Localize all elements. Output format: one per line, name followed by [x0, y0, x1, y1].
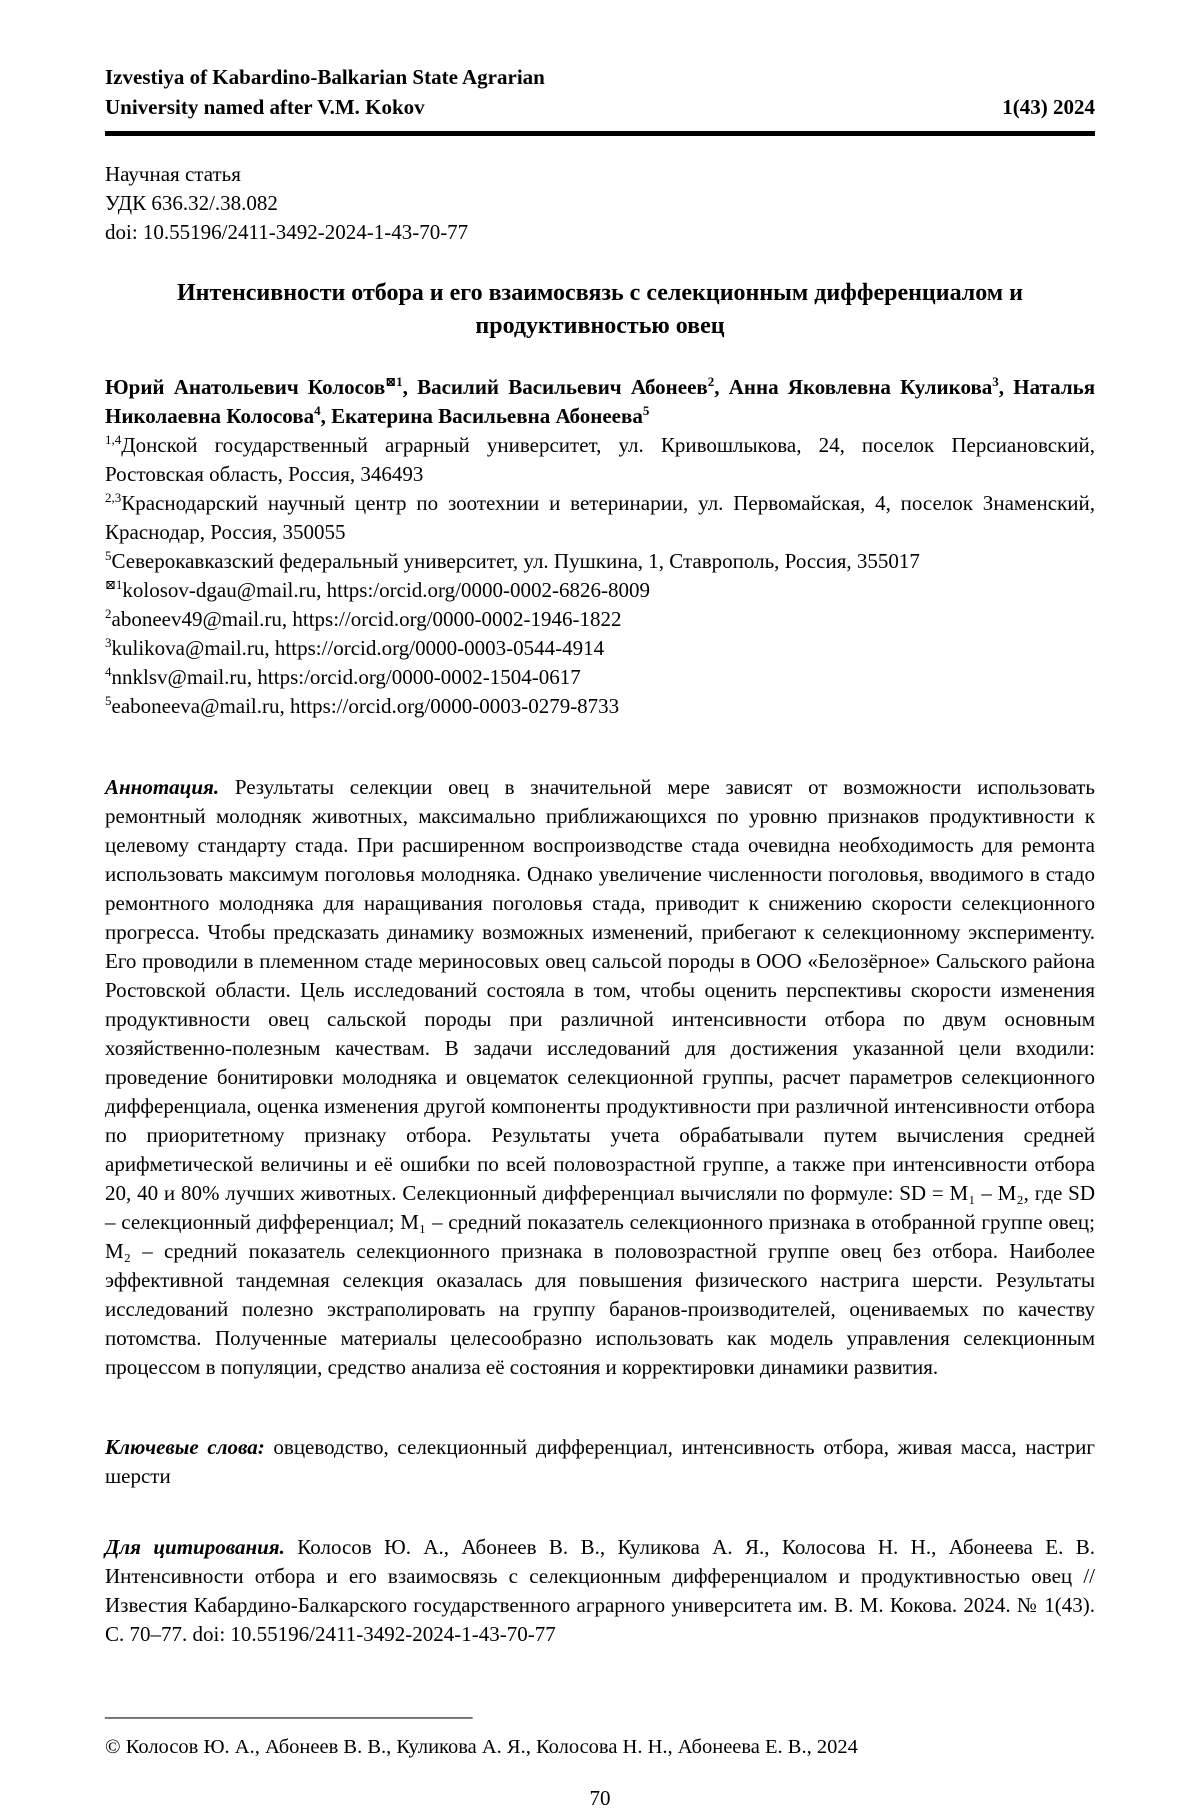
affiliation: [105, 547, 1095, 576]
page-title: Интенсивности отбора и его взаимосвязь с селекционным дифференциалом и продуктивностью овец: [177, 280, 1023, 339]
author-separator: ,: [402, 375, 418, 399]
contact-email-orcid: aboneev49@mail.ru, https://orcid.org/0000-0002-1946-1822: [111, 607, 622, 631]
contact-line: [105, 634, 1095, 663]
author-separator: ,: [714, 375, 729, 399]
contact-email-orcid: kolosov-dgau@mail.ru, https:/orcid.org/0000-0002-6826-8009: [122, 578, 650, 602]
author-name: Анна Яковлевна Куликова: [728, 375, 993, 399]
author: [417, 375, 729, 399]
keywords-paragraph: [105, 1433, 1095, 1491]
contact-email-orcid: nnklsv@mail.ru, https:/orcid.org/0000-0002-1504-0617: [111, 665, 581, 689]
contact-email-orcid: eaboneeva@mail.ru, https://orcid.org/0000-0003-0279-8733: [111, 694, 620, 718]
author: [105, 375, 417, 399]
author: [331, 404, 649, 428]
affiliation-text: Краснодарский научный центр по зоотехнии и ветеринарии, ул. Первомайская, 4, поселок Знаменский, Краснодар, Россия, 350055: [105, 491, 1095, 544]
author-separator: ,: [320, 404, 332, 428]
author-affiliation-mark: 2: [707, 374, 715, 389]
copyright-line: © Колосов Ю. А., Абонеев В. В., Куликова А. Я., Колосова Н. Н., Абонеева Е. В., 2024: [105, 1736, 858, 1758]
journal-name: Izvestiya of Kabardino-Balkarian State Agrarian University named after V.M. Kokov: [105, 65, 545, 119]
page-number: 70: [589, 1786, 611, 1810]
contact-mark: 4: [105, 664, 112, 679]
udk-number: УДК 636.32/.38.082: [105, 191, 278, 215]
affiliation: [105, 489, 1095, 547]
author-affiliation-mark: 4: [314, 403, 321, 418]
contact-mark: 3: [105, 635, 112, 650]
author-affiliation-mark: 5: [642, 403, 650, 418]
affiliation-mark: 5: [105, 548, 112, 563]
header-rule: [105, 131, 1095, 136]
affiliation-mark: 1,4: [105, 432, 122, 447]
author-name: Юрий Анатольевич Колосов: [105, 375, 386, 399]
author-affiliation-mark: 3: [992, 374, 999, 389]
contact-line: [105, 576, 1095, 605]
contact-line: [105, 663, 1095, 692]
author-name: Василий Васильевич Абонеев: [417, 375, 708, 399]
keywords-label: Ключевые слова:: [105, 1435, 265, 1459]
journal-issue: 1(43) 2024: [1002, 95, 1095, 119]
contact-mark: 2: [105, 606, 112, 621]
author-name: Наталья Николаевна Колосова: [105, 375, 1096, 428]
doi-line: doi: 10.55196/2411-3492-2024-1-43-70-77: [105, 220, 469, 244]
journal-header: [105, 62, 1095, 122]
article-type: Научная статья: [105, 162, 241, 186]
keywords-text: овцеводство, селекционный дифференциал, интенсивность отбора, живая масса, настриг шерсти: [105, 1435, 1095, 1488]
author-affiliation-mark: ⊠1: [385, 374, 403, 389]
contact-mark: ⊠1: [105, 577, 123, 592]
citation-label: Для цитирования.: [105, 1535, 285, 1559]
citation-paragraph: [105, 1533, 1095, 1649]
authors-line: [105, 373, 1095, 431]
affiliations-block: [105, 431, 1095, 576]
author: [729, 375, 1014, 399]
footnote-divider: ___________________________________: [105, 1697, 473, 1721]
author-name: Екатерина Васильевна Абонеева: [331, 404, 643, 428]
abstract-text: Результаты селекции овец в значительной мере зависят от возможности использовать ремонтный молодняк животных, максимально приближающихся по уровню признаков продуктивности к целевому стандарту стада. При расширенном воспроизводстве стада очевидна необходимость для ремонта использовать максимум поголовья молодняка. Однако увеличение численности поголовья, вводимого в стадо ремонтного молодняка для наращивания поголовья стада, приводит к снижению скорости селекционного прогресса. Чтобы предсказать динамику возможных изменений, прибегают к селекционному эксперименту. Его проводили в племенном стаде мериносовых овец сальсой породы в ООО «Белозёрное» Сальского района Ростовской области. Цель исследований состояла в том, чтобы оценить перспективы скорости изменения продуктивности овец сальской породы при различной интенсивности отбора по двум основным хозяйственно-полезным качествам. В задачи исследований для достижения указанной цели входили: проведение бонитировки молодняка и овцематок селекционной группы, расчет параметров селекционного дифференциала, оценка изменения другой компоненты продуктивности при различной интенсивности отбора по приоритетному признаку отбора. Результаты учета обрабатывали путем вычисления средней арифметической величины и её ошибки по всей половозрастной группе, а также при интенсивности отбора 20, 40 и 80% лучших животных. Селекционный дифференциал вычисляли по формуле: SD = M₁ – M₂, где SD – селекционный дифференциал; M₁ – средний показатель селекционного признака в отобранной группе овец; M₂ – средний показатель селекционного признака в половозрастной группе овец без отбора. Наиболее эффективной тандемная селекция оказалась для повышения физического настрига шерсти. Результаты исследований полезно экстраполировать на группу баранов-производителей, оцениваемых по качеству потомства. Полученные материалы целесообразно использовать как модель управления селекционным процессом в популяции, средство анализа её состояния и корректировки динамики развития.: [105, 775, 1095, 1379]
contact-line: [105, 692, 1095, 721]
citation-text: Колосов Ю. А., Абонеев В. В., Куликова А. Я., Колосова Н. Н., Абонеева Е. В. Интенсивности отбора и его взаимосвязь с селекционным дифференциалом и продуктивностью овец // Известия Кабардино-Балкарского государственного аграрного университета им. В. М. Кокова. 2024. № 1(43). С. 70–77. doi: 10.55196/2411-3492-2024-1-43-70-77: [105, 1535, 1096, 1646]
affiliation: [105, 431, 1095, 489]
article-meta: [105, 160, 1095, 247]
affiliation-mark: 2,3: [105, 490, 122, 505]
abstract-paragraph: [105, 773, 1095, 1382]
contact-email-orcid: kulikova@mail.ru, https://orcid.org/0000-0003-0544-4914: [111, 636, 605, 660]
contacts-block: [105, 576, 1095, 721]
affiliation-text: Донской государственный аграрный университет, ул. Кривошлыкова, 24, поселок Персиановский, Ростовская область, Россия, 346493: [105, 433, 1095, 486]
author-separator: ,: [998, 375, 1014, 399]
contact-line: [105, 605, 1095, 634]
abstract-label: Аннотация.: [105, 775, 220, 799]
affiliation-text: Северокавказский федеральный университет, ул. Пушкина, 1, Ставрополь, Россия, 355017: [111, 549, 920, 573]
contact-mark: 5: [105, 693, 112, 708]
